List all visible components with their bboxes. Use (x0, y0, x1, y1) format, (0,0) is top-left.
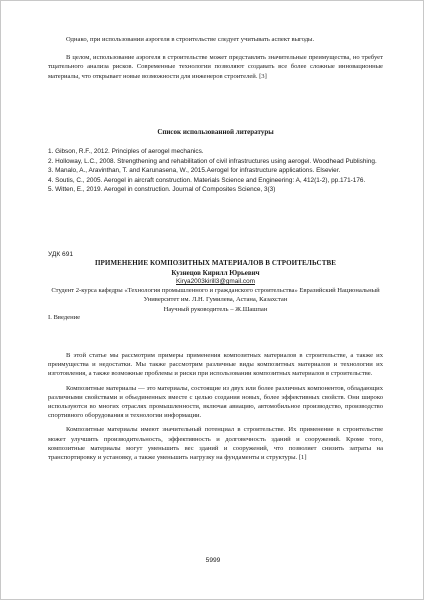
udk-code: УДК 691 (48, 251, 74, 258)
article-body (48, 351, 383, 462)
reference-item: 2. Holloway, L.C., 2008. Strengthening and rehabilitation of civil infrastructures using aerogel. Woodhead Publishing. (48, 157, 377, 165)
article-header (48, 251, 383, 321)
page-number: 5999 (205, 557, 221, 564)
affiliation: Студент 2-курса кафедры «Технология промышленного и гражданского строительства» Евразийский Национальный Университет им. Л.Н. Гумилева, Астана, Казахстан (51, 287, 380, 303)
author-name: Кузнецов Кирилл Юрьевич (171, 269, 260, 277)
references-title: Список использованной литературы (157, 128, 274, 136)
reference-item: 4. Soutis, C., 2005. Aerogel in aircraft construction. Materials Science and Engineering: A, 412(1-2), pp.171-176. (48, 176, 366, 184)
scientific-advisor: Научный руководитель – Ж.Шашпан (163, 306, 268, 313)
reference-item: 1. Gibson, R.F., 2012. Principles of aerogel mechanics. (48, 148, 204, 155)
body-paragraph: Композитные материалы имеют значительный потенциал в строительстве. Их применение в строительстве может улучшить производительность, эффективность и долговечность зданий и сооружений. Кроме того, композитные материалы могут уменьшить вес зданий и сооружений, что позволяет снизить затраты на транспортировку и установку, а также уменьшить нагрузку на фундаменты и структуры. [1] (48, 426, 383, 462)
body-paragraph: Композитные материалы — это материалы, состоящие из двух или более различных компонентов, обладающих различными свойствами и объединенных вместе с целью создания новых, более эффективных свойств. Они широко используются во многих отраслях промышленности, включая авиацию, автомобильное производство, производство спортивного оборудования и технологии информации. (48, 384, 383, 420)
intro-paragraph: Однако, при использовании аэрогеля в строительстве следует учитывать аспект выгоды. (66, 36, 315, 43)
references-list (48, 148, 383, 195)
article-title: ПРИМЕНЕНИЕ КОМПОЗИТНЫХ МАТЕРИАЛОВ В СТРОИТЕЛЬСТВЕ (94, 259, 337, 267)
references-section (48, 128, 383, 196)
section-heading: I. Введение (48, 314, 81, 321)
author-email[interactable]: Kirya2003kirill3@gmail.com (176, 278, 255, 285)
body-paragraph: В этой статье мы рассмотрим примеры применения композитных материалов в строительстве, а также их преимущества и недостатки. Мы также рассмотрим различные виды композитных материалов и технологии их изготовления, а также возможные проблемы и риски при использовании композитных материалов в строительстве. (48, 352, 383, 378)
reference-item: 5. Witten, E., 2019. Aerogel in construction. Journal of Composites Science, 3(3) (48, 186, 276, 194)
reference-item: 3. Manalo, A., Aravinthan, T. and Karunasena, W., 2015.Aerogel for infrastructure applications. Elsevier. (48, 167, 341, 175)
intro-paragraph: В целом, использование аэрогеля в строительстве может представлять значительные преимущества, но требует тщательного анализа рисков. Современные технологии позволяют создавать все более сложные инновационные материалы, что открывает новые возможности для инженеров строителей. [3] (48, 54, 383, 80)
intro-section (48, 35, 383, 81)
